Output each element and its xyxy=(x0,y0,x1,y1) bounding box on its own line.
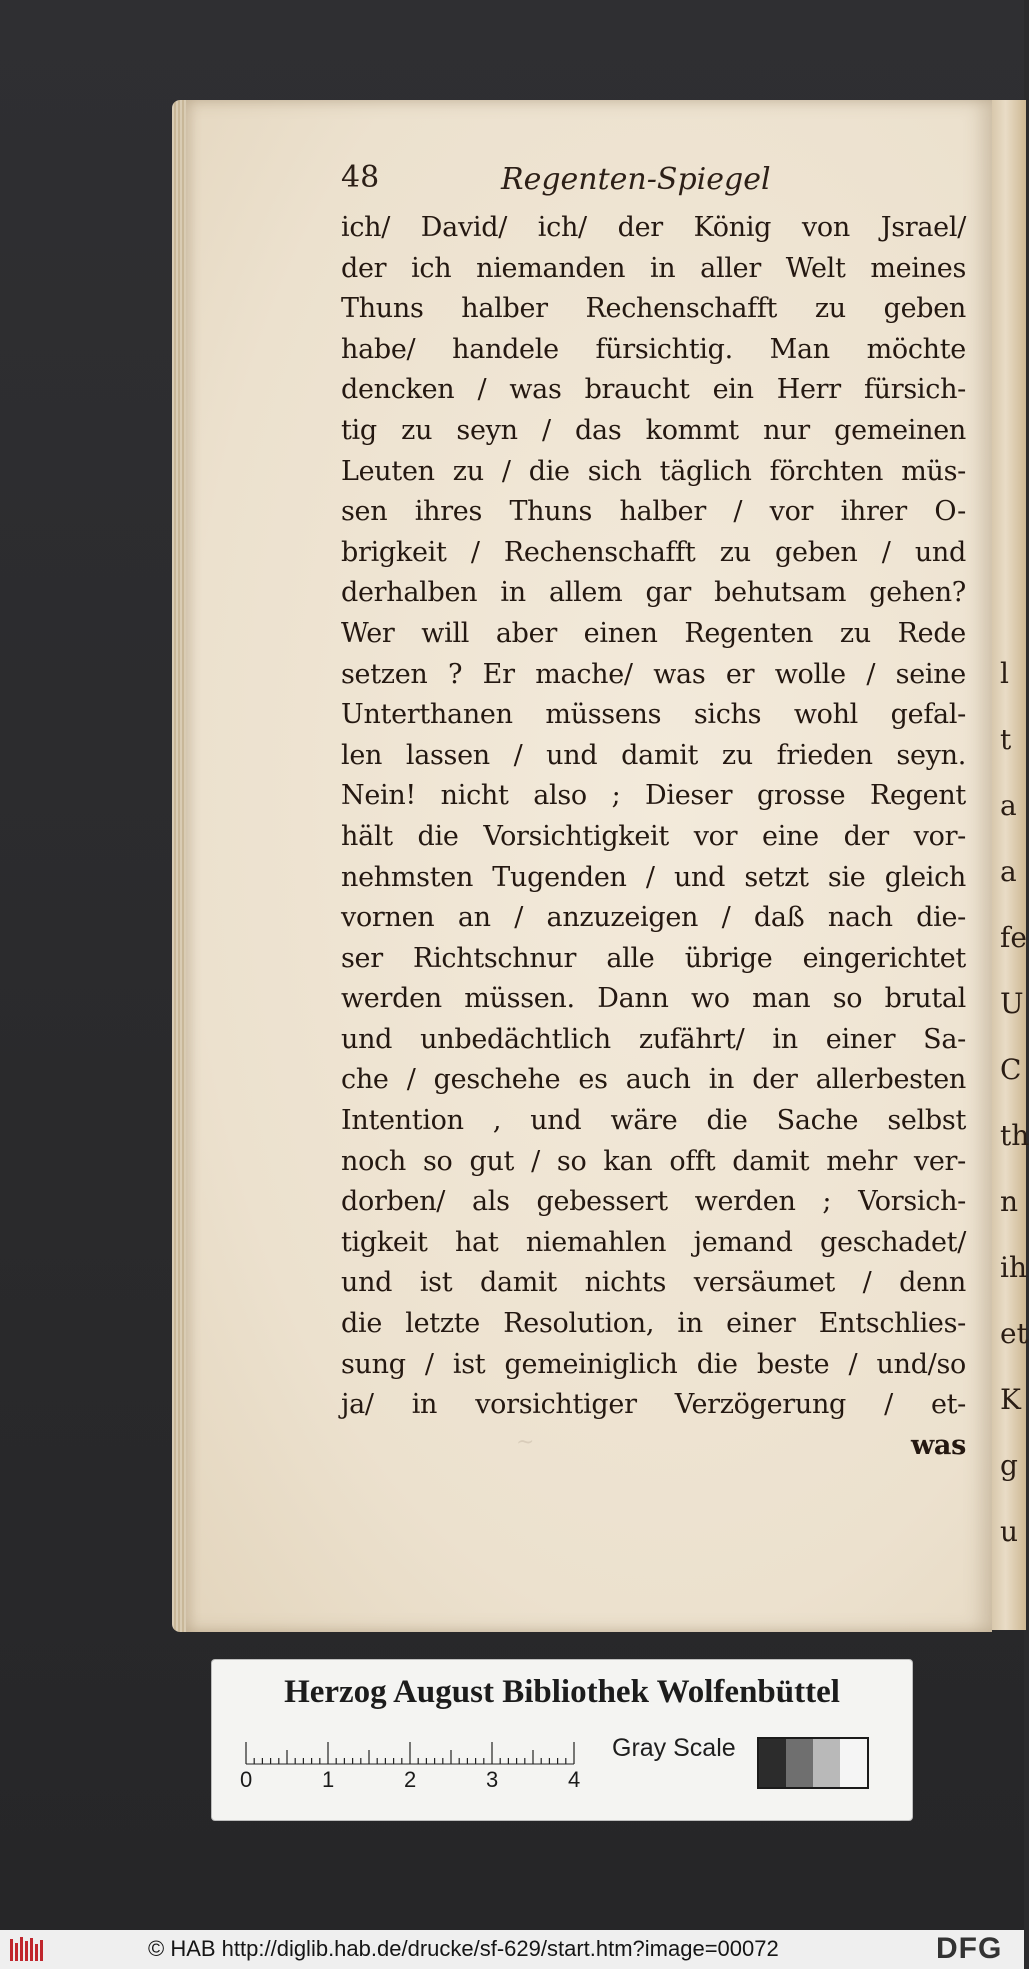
ruler-number: 3 xyxy=(486,1767,499,1792)
text-line: setzen ? Er mache/ was er wolle / seine xyxy=(341,658,966,690)
text-line: sen ihres Thuns halber / vor ihrer O- xyxy=(341,496,966,528)
bleed-through-mark: ~ xyxy=(516,1430,537,1455)
facing-page-fragment: l xyxy=(1000,657,1009,690)
text-line: werden müssen. Dann wo man so brutal xyxy=(341,983,966,1015)
text-line: dencken / was braucht ein Herr fürsich- xyxy=(341,374,966,406)
facing-page-fragment: n xyxy=(1000,1185,1019,1218)
text-line: ser Richtschnur alle übrige eingerichtet xyxy=(341,942,966,974)
facing-page-fragment: ih xyxy=(1000,1251,1027,1284)
text-line: der ich niemanden in aller Welt meines xyxy=(341,252,966,284)
text-line: Thuns halber Rechenschafft zu geben xyxy=(341,293,966,325)
ruler-number: 4 xyxy=(568,1767,581,1792)
library-name: Herzog August Bibliothek Wolfenbüttel xyxy=(284,1674,840,1710)
facing-page-fragment: U xyxy=(1000,987,1024,1020)
facing-page-fragment: C xyxy=(1000,1053,1022,1086)
running-head xyxy=(341,160,821,204)
gray-scale-swatches xyxy=(757,1737,869,1789)
ruler-number: 1 xyxy=(322,1767,335,1792)
book-page xyxy=(186,100,992,1632)
facing-page-fragment: et xyxy=(1000,1317,1028,1350)
text-line: ja/ in vorsichtiger Verzögerung / et- xyxy=(341,1389,966,1421)
text-line: nehmsten Tugenden / und setzt sie gleich xyxy=(341,861,966,893)
text-line: hält die Vorsichtigkeit vor eine der vor- xyxy=(341,820,966,852)
gray-swatch xyxy=(813,1739,840,1787)
facing-page-fragment: u xyxy=(1000,1515,1019,1548)
text-line: Intention , und wäre die Sache selbst xyxy=(341,1105,966,1137)
page-number: 48 xyxy=(341,160,380,195)
text-line: Unterthanen müssens sichs wohl gefal- xyxy=(341,699,966,731)
text-line: Leuten zu / die sich täglich förchten müs- xyxy=(341,455,966,487)
text-line: che / geschehe es auch in der allerbesten xyxy=(341,1064,966,1096)
running-title: Regenten-Spiegel xyxy=(501,162,771,197)
ruler-number: 2 xyxy=(404,1767,417,1792)
text-line: und ist damit nichts versäumet / denn xyxy=(341,1267,966,1299)
text-line: dorben/ als gebessert werden ; Vorsich- xyxy=(341,1186,966,1218)
text-line: sung / ist gemeiniglich die beste / und/so xyxy=(341,1348,966,1380)
text-line: die letzte Resolution, in einer Entschlies- xyxy=(341,1308,966,1340)
text-line: und unbedächtlich zufährt/ in einer Sa- xyxy=(341,1023,966,1055)
gray-scale-label: Gray Scale xyxy=(612,1734,736,1762)
text-line: Nein! nicht also ; Dieser grosse Regent xyxy=(341,780,966,812)
footer-bar xyxy=(0,1930,1024,1969)
facing-page-fragment: K xyxy=(1000,1383,1021,1416)
dfg-logo: DFG xyxy=(936,1932,1003,1965)
facing-page-fragment: fe xyxy=(1000,921,1027,954)
facing-page-fragment: g xyxy=(1000,1449,1018,1482)
text-line: Wer will aber einen Regenten zu Rede xyxy=(341,617,966,649)
facing-page-fragment: a xyxy=(1000,789,1017,822)
catchword: was xyxy=(910,1429,966,1461)
facing-page-fragment: t xyxy=(1000,723,1012,756)
text-line: vornen an / anzuzeigen / daß nach die- xyxy=(341,902,966,934)
ruler-number: 0 xyxy=(240,1767,253,1792)
text-line: len lassen / und damit zu frieden seyn. xyxy=(341,739,966,771)
facing-page-edge xyxy=(990,100,1029,1630)
body-text xyxy=(341,208,966,1466)
gray-swatch xyxy=(840,1739,867,1787)
text-line: derhalben in allem gar behutsam gehen? xyxy=(341,577,966,609)
scale-ruler xyxy=(240,1730,581,1792)
text-line: tigkeit hat niemahlen jemand geschadet/ xyxy=(341,1226,966,1258)
facing-page-fragment: th xyxy=(1000,1119,1029,1152)
text-line: noch so gut / so kan offt damit mehr ver- xyxy=(341,1145,966,1177)
text-line: brigkeit / Rechenschafft zu geben / und xyxy=(341,536,966,568)
text-line: ich/ David/ ich/ der König von Jsrael/ xyxy=(341,212,966,243)
source-url-text: © HAB http://diglib.hab.de/drucke/sf-629/start.htm?image=00072 xyxy=(148,1936,779,1961)
text-line: habe/ handele fürsichtig. Man möchte xyxy=(341,333,966,365)
facing-page-fragment: a xyxy=(1000,855,1017,888)
color-calibration-card xyxy=(212,1660,912,1820)
gray-swatch xyxy=(786,1739,813,1787)
gray-swatch xyxy=(759,1739,786,1787)
text-line: tig zu seyn / das kommt nur gemeinen xyxy=(341,414,966,446)
hab-logo-icon xyxy=(8,1935,48,1965)
